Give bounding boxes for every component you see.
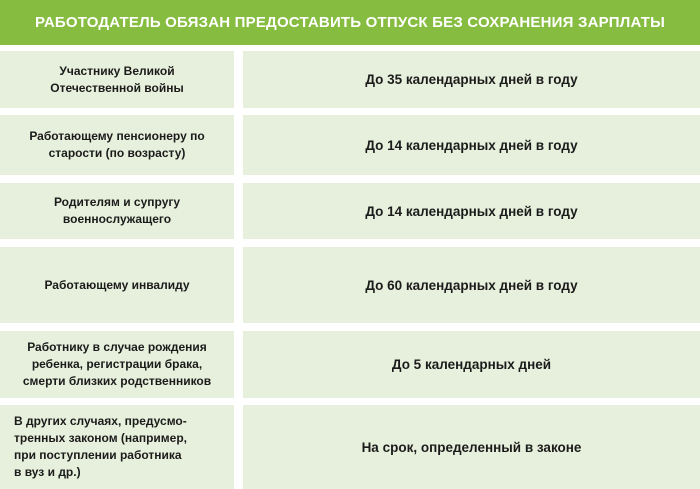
duration-cell: До 14 календарных дней в году: [243, 115, 700, 175]
category-line: старости (по возрасту): [48, 146, 186, 160]
category-line: тренных законом (например,: [14, 431, 188, 445]
category-line: смерти близких родственников: [22, 374, 212, 388]
duration-cell: На срок, определенный в законе: [243, 405, 700, 489]
category-cell: [0, 331, 234, 398]
category-line: Отечественной войны: [50, 80, 184, 95]
category-line: при поступлении работника: [14, 448, 182, 462]
category-line: Работающему инвалиду: [44, 277, 190, 292]
category-line: Работнику в случае рождения: [27, 340, 207, 354]
table-row: [0, 183, 700, 239]
category-line: Работающему пенсионеру по: [29, 129, 205, 143]
table-row: [0, 247, 700, 323]
table-row: [0, 51, 700, 108]
duration-cell: До 35 календарных дней в году: [243, 51, 700, 108]
category-line: в вуз и др.): [14, 465, 81, 479]
category-line: военнослужащего: [62, 212, 172, 226]
duration-cell: До 60 календарных дней в году: [243, 247, 700, 323]
duration-cell: До 5 календарных дней: [243, 331, 700, 398]
category-line: В других случаях, предусмо-: [14, 414, 187, 428]
table-row: [0, 405, 700, 489]
duration-cell: До 14 календарных дней в году: [243, 183, 700, 239]
category-cell: [0, 51, 234, 108]
category-cell: [0, 183, 234, 239]
category-cell: [0, 405, 234, 489]
category-cell: [0, 115, 234, 175]
table-row: [0, 331, 700, 398]
category-line: Родителям и супругу: [53, 195, 181, 209]
table-header: РАБОТОДАТЕЛЬ ОБЯЗАН ПРЕДОСТАВИТЬ ОТПУСК БЕЗ СОХРАНЕНИЯ ЗАРПЛАТЫ: [0, 0, 700, 45]
table-row: [0, 115, 700, 175]
category-line: Участнику Великой: [59, 63, 175, 78]
category-cell: [0, 247, 234, 323]
category-line: ребенка, регистрации брака,: [31, 357, 203, 371]
